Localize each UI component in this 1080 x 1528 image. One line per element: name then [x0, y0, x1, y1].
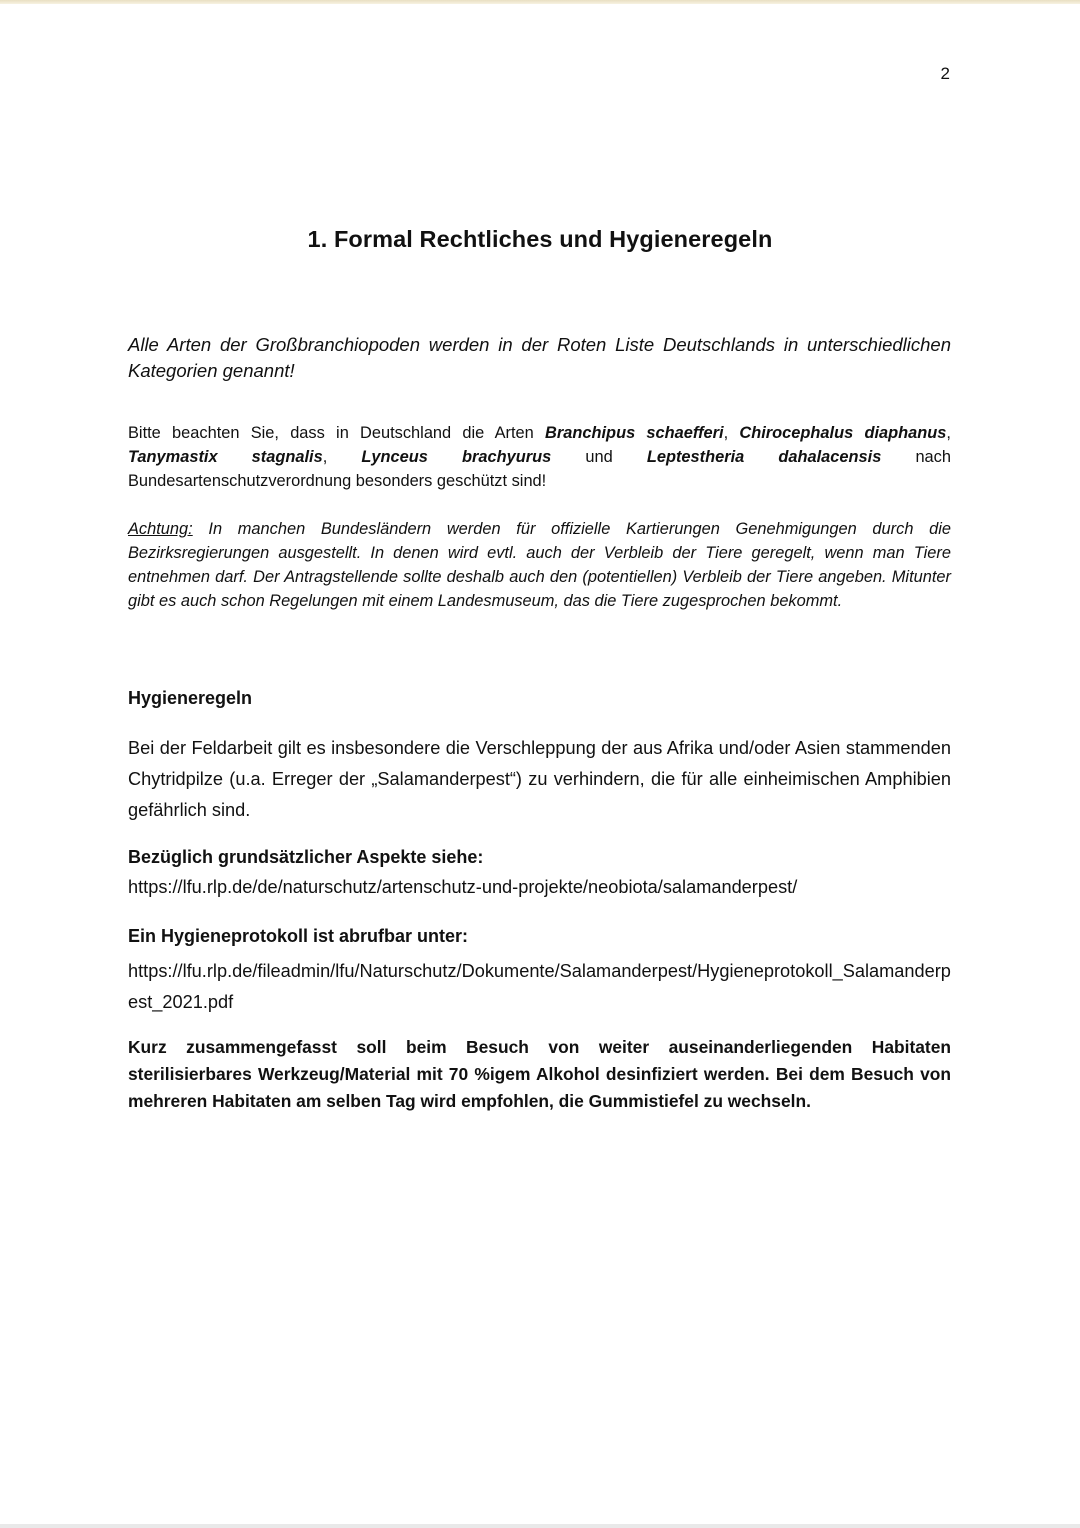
aspects-link[interactable]: https://lfu.rlp.de/de/naturschutz/artenschutz-und-projekte/neobiota/salamanderpest/: [128, 877, 798, 897]
protected-species-paragraph: [128, 421, 951, 493]
summary-paragraph: Kurz zusammengefasst soll beim Besuch von weiter auseinanderliegenden Habitaten sterilisierbares Werkzeug/Material mit 70 %igem Alkohol desinfiziert werden. Bei dem Besuch von mehreren Habitaten am selben Tag wird empfohlen, die Gummistiefel zu wechseln.: [128, 1037, 951, 1111]
bottom-edge: [0, 1524, 1080, 1528]
species-name: Lynceus brachyurus: [361, 448, 552, 466]
species-name: Branchipus schaefferi: [545, 424, 724, 442]
protected-intro: Bitte beachten Sie, dass in Deutschland die Arten: [128, 424, 546, 442]
page-number: 2: [940, 64, 950, 83]
protocol-link[interactable]: https://lfu.rlp.de/fileadmin/lfu/Naturschutz/Dokumente/Salamanderpest/Hygieneprotokoll_Salamanderpest_2021.pdf: [128, 961, 951, 1012]
notice-label: Achtung:: [128, 520, 193, 538]
separator: ,: [946, 424, 951, 442]
notice-paragraph: [128, 517, 951, 613]
separator: ,: [723, 424, 740, 442]
aspects-heading: Bezüglich grundsätzlicher Aspekte siehe:: [128, 847, 484, 867]
lead-paragraph: Alle Arten der Großbranchiopoden werden in der Roten Liste Deutschlands in unterschiedlichen Kategorien genannt!: [128, 334, 951, 381]
species-name: Leptestheria dahalacensis: [646, 448, 882, 466]
top-edge: [0, 0, 1080, 4]
species-name: Tanymastix stagnalis: [128, 448, 323, 466]
protected-outro: nach Bundesartenschutzverordnung besonders geschützt sind!: [128, 448, 951, 490]
hygiene-text: Bei der Feldarbeit gilt es insbesondere die Verschleppung der aus Afrika und/oder Asien stammenden Chytridpilze (u.a. Erreger der „Salamanderpest“) zu verhindern, die für alle einheimischen Amphibien gefährlich sind.: [128, 738, 951, 820]
hygiene-heading: Hygieneregeln: [128, 688, 253, 708]
species-name: Chirocephalus diaphanus: [739, 424, 947, 442]
protocol-heading: Ein Hygieneprotokoll ist abrufbar unter:: [128, 926, 469, 946]
separator: ,: [322, 448, 362, 466]
section-title: 1. Formal Rechtliches und Hygieneregeln: [307, 226, 773, 252]
separator: und: [551, 448, 647, 466]
notice-text: In manchen Bundesländern werden für offizielle Kartierungen Genehmigungen durch die Bezirksregierungen ausgestellt. In denen wird evtl. auch der Verbleib der Tiere geregelt, wenn man Tiere entnehmen darf. Der Antragstellende sollte deshalb auch den (potentiellen) Verbleib der Tiere angeben. Mitunter gibt es auch schon Regelungen mit einem Landesmuseum, das die Tiere zugesprochen bekommt.: [128, 520, 951, 610]
